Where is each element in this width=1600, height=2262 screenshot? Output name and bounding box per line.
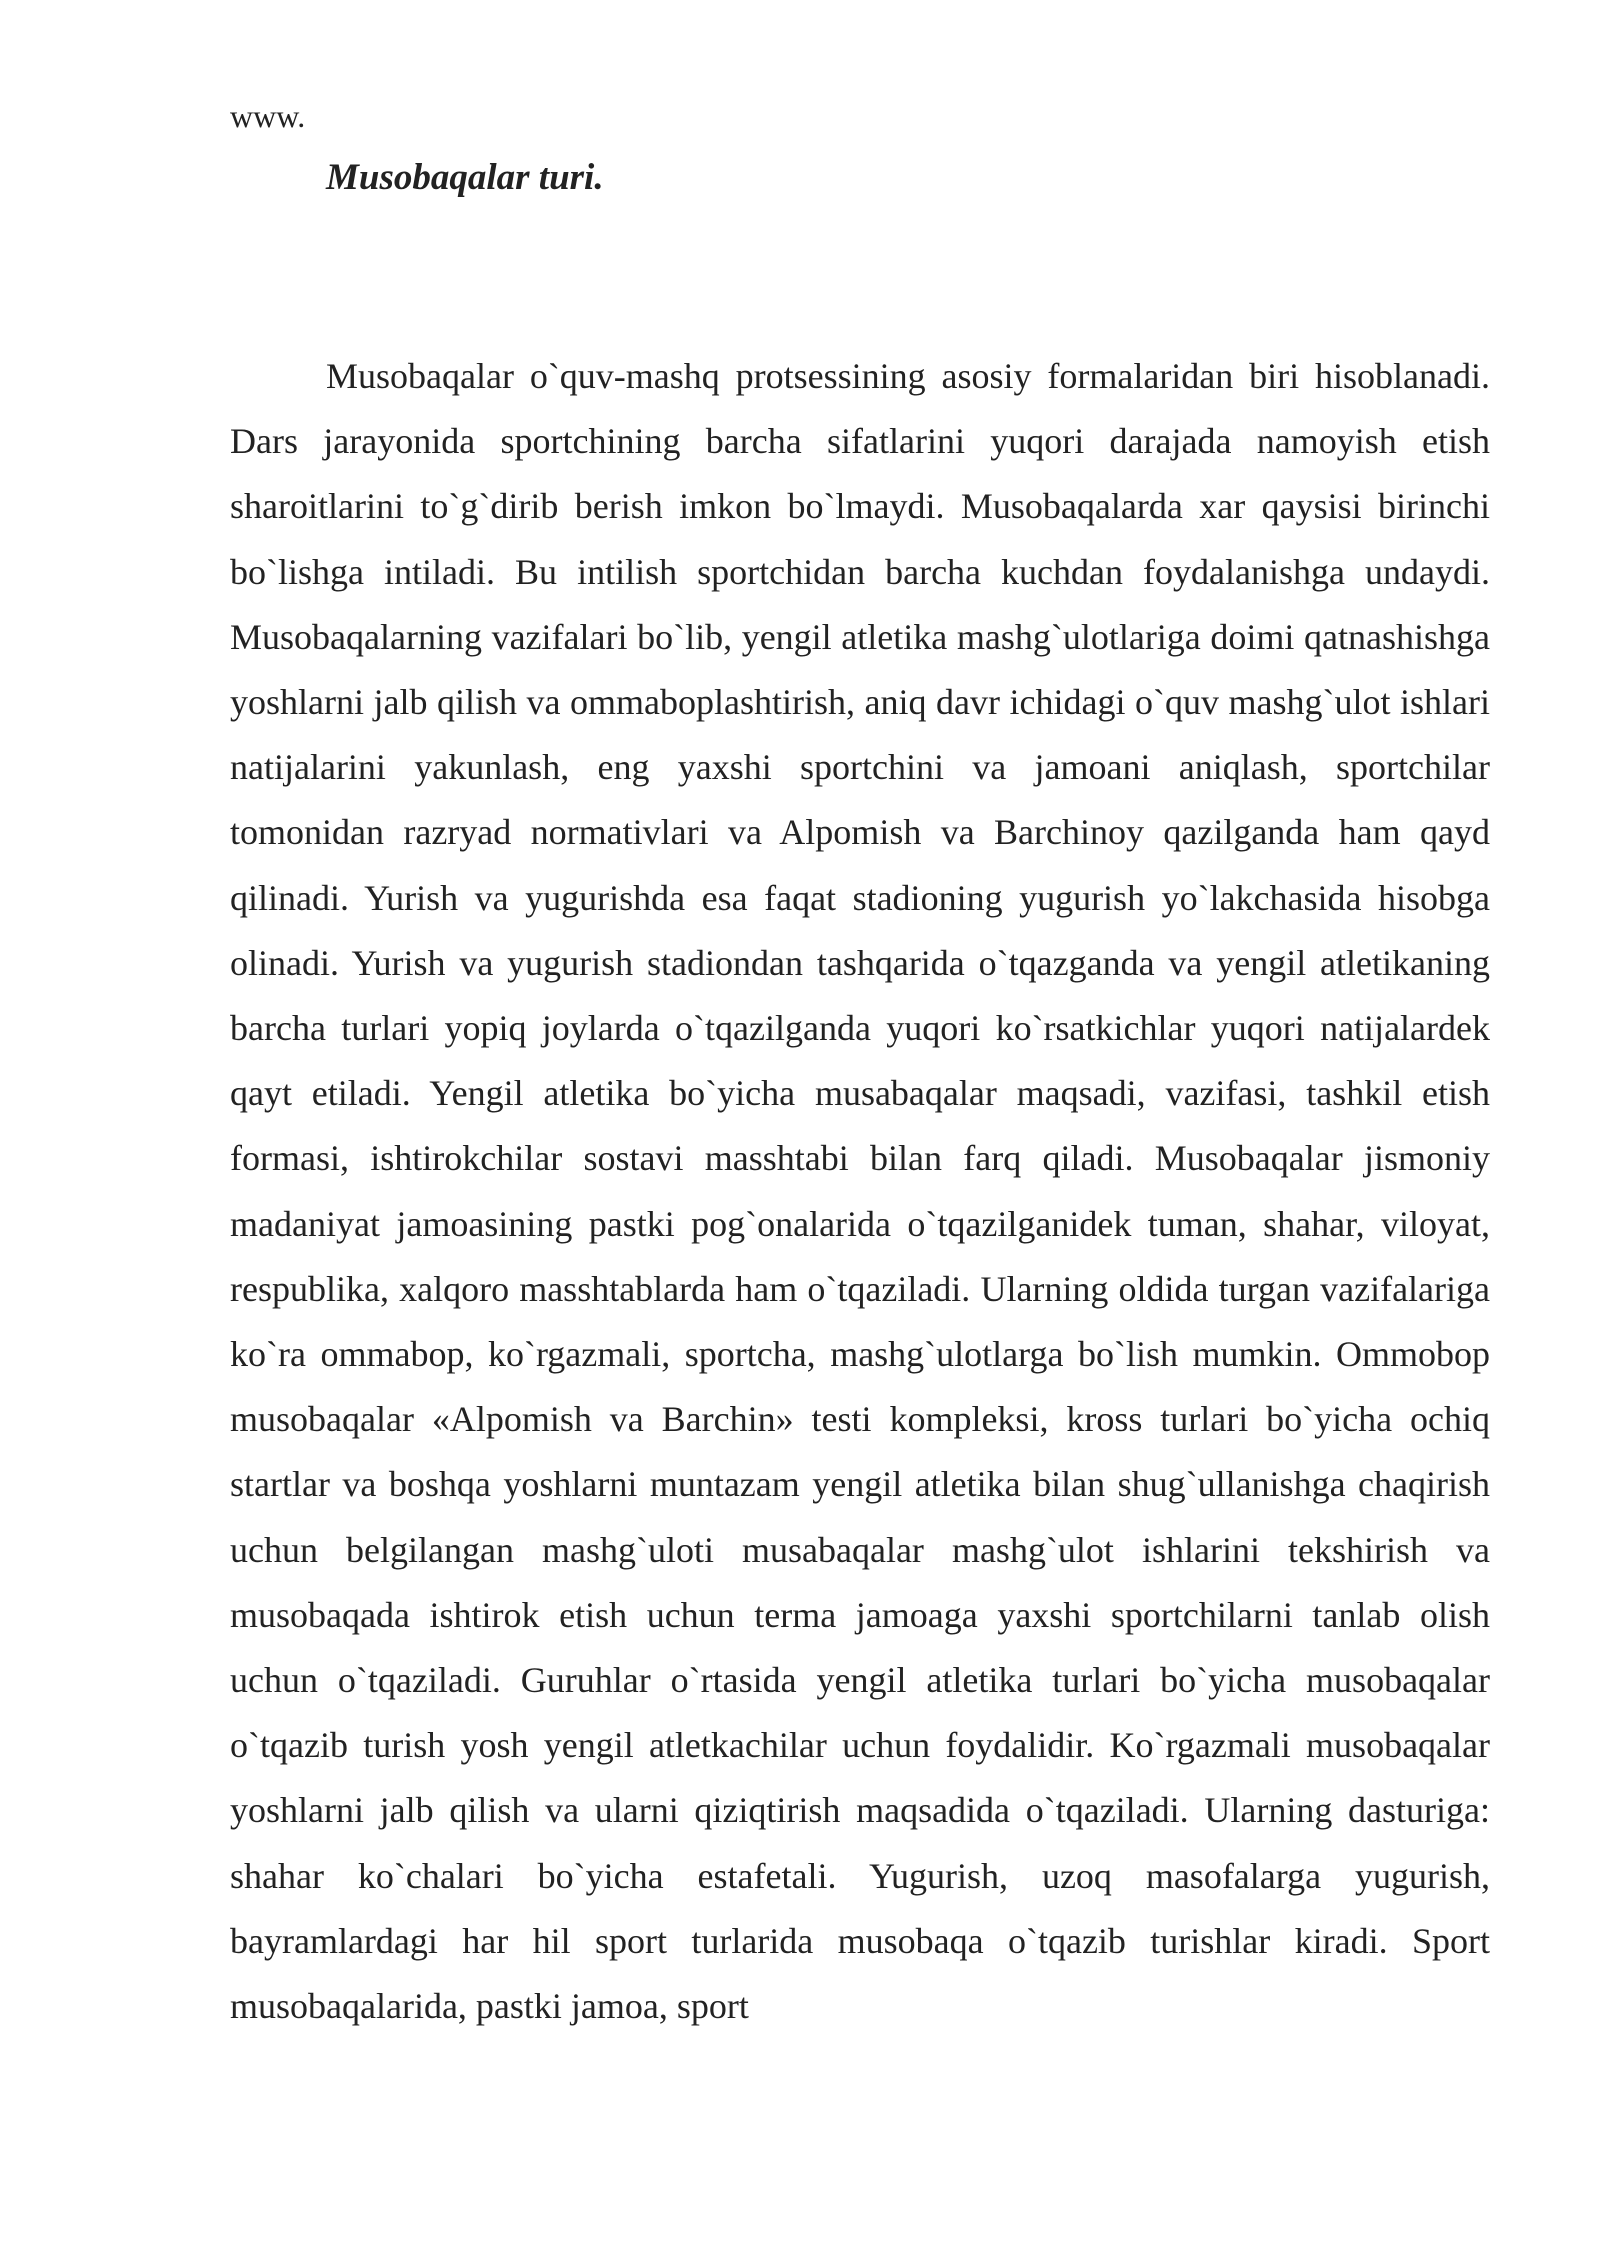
header-url-text: www. [230, 98, 306, 134]
document-title: Musobaqalar turi. [326, 157, 604, 198]
body-paragraph: Musobaqalar o`quv-mashq protsessining asosiy formalaridan biri hisoblanadi. Dars jarayonida sportchining barcha sifatlarini yuqori darajada namoyish etish sharoitlarini to`g`dirib berish imkon bo`lmaydi. Musobaqalarda xar qaysisi birinchi bo`lishga intiladi. Bu intilish sportchidan barcha kuchdan foydalanishga undaydi. Musobaqalarning vazifalari bo`lib, yengil atletika mashg`ulotlariga doimi qatnashishga yoshlarni jalb qilish va ommaboplashtirish, aniq davr ichidagi o`quv mashg`ulot ishlari natijalarini yakunlash, eng yaxshi sportchini va jamoani aniqlash, sportchilar tomonidan razryad normativlari va Alpomish va Barchinoy qazilganda ham qayd qilinadi. Yurish va yugurishda esa faqat stadioning yugurish yo`lakchasida hisobga olinadi. Yurish va yugurish stadiondan tashqarida o`tqazganda va yengil atletikaning barcha turlari yopiq joylarda o`tqazilganda yuqori ko`rsatkichlar yuqori natijalardek qayt etiladi. Yengil atletika bo`yicha musabaqalar maqsadi, vazifasi, tashkil etish formasi, ishtirokchilar sostavi masshtabi bilan farq qiladi. Musobaqalar jismoniy madaniyat jamoasining pastki pog`onalarida o`tqazilganidek tuman, shahar, viloyat, respublika, xalqoro masshtablarda ham o`tqaziladi. Ularning oldida turgan vazifalariga ko`ra ommabop, ko`rgazmali, sportcha, mashg`ulotlarga bo`lish mumkin. Ommobop musobaqalar «Alpomish va Barchin» testi kompleksi, kross turlari bo`yicha ochiq startlar va boshqa yoshlarni muntazam yengil atletika bilan shug`ullanishga chaqirish uchun belgilangan mashg`uloti musabaqalar mashg`ulot ishlarini tekshirish va musobaqada ishtirok etish uchun terma jamoaga yaxshi sportchilarni tanlab olish uchun o`tqaziladi. Guruhlar o`rtasida yengil atletika turlari bo`yicha musobaqalar o`tqazib turish yosh yengil atletkachilar uchun foydalidir. Ko`rgazmali musobaqalar yoshlarni jalb qilish va ularni qiziqtirish maqsadida o`tqaziladi. Ularning dasturiga: shahar ko`chalari bo`yicha estafetali. Yugurish, uzoq masofalarga yugurish, bayramlardagi har hil sport turlarida musobaqa o`tqazib turishlar kiradi. Sport musobaqalarida, pastki jamoa, sport [230, 356, 1490, 2027]
